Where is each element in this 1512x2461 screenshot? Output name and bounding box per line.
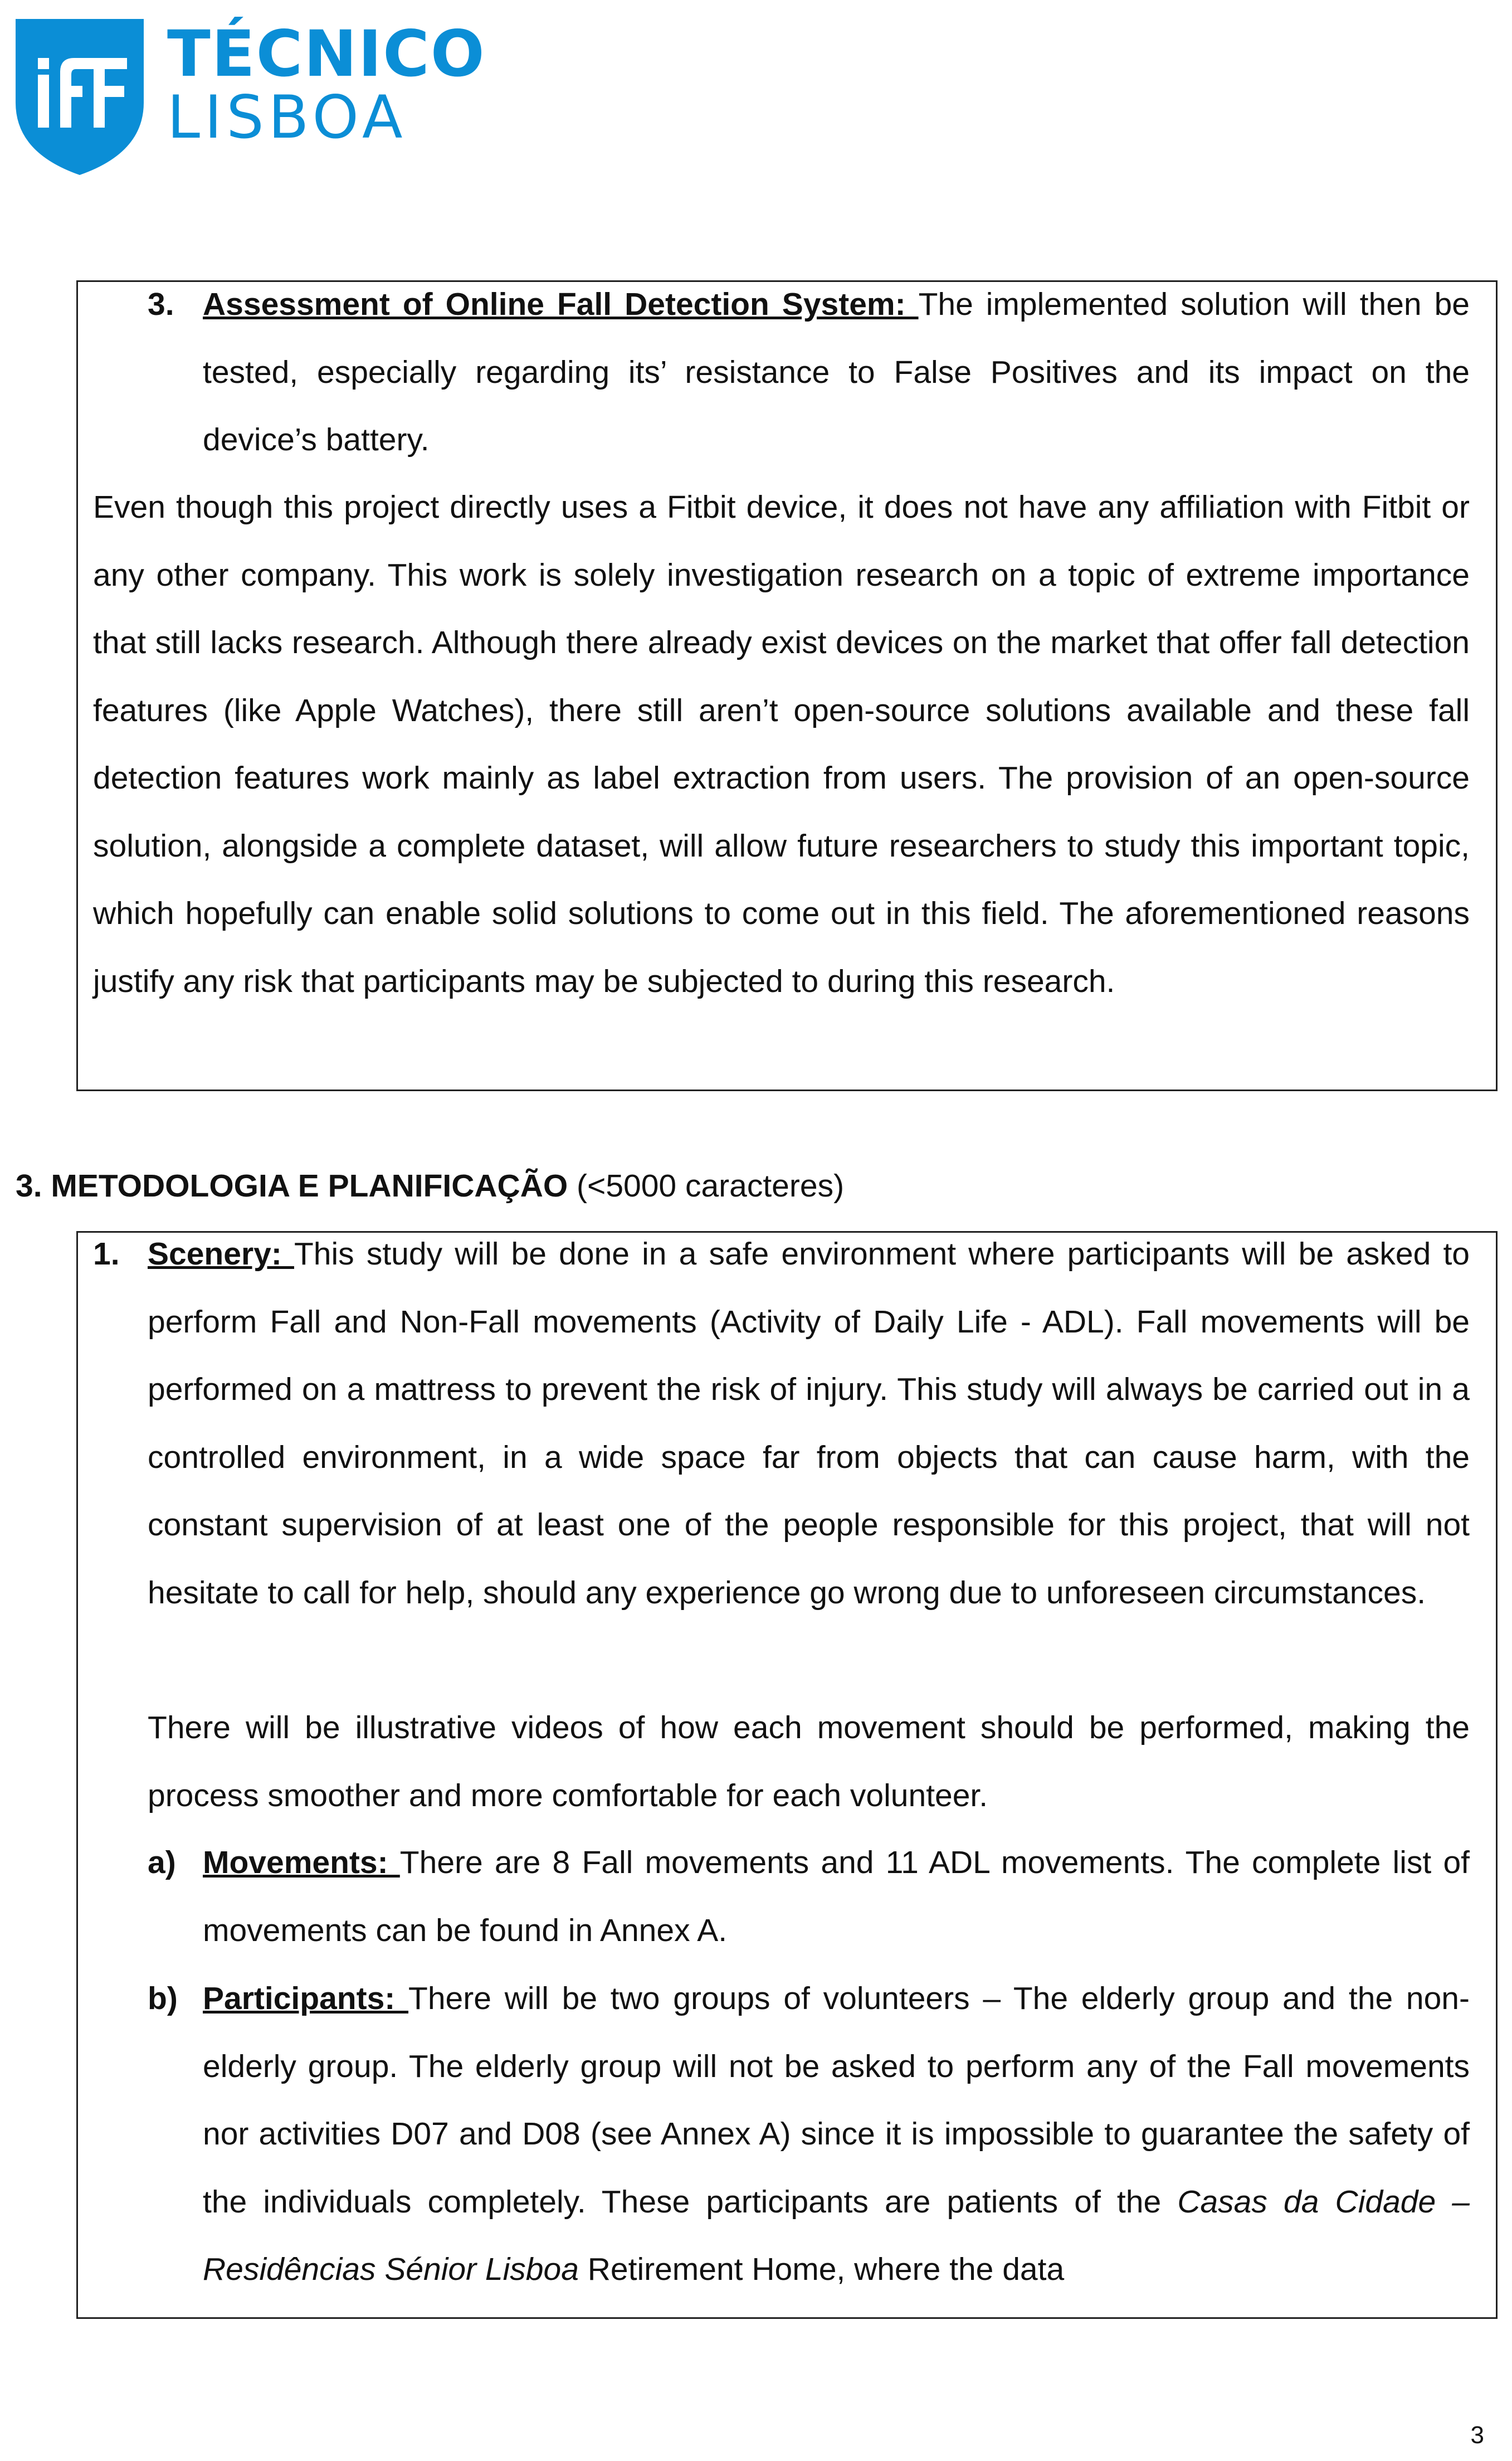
sub-b-text-2: Retirement Home, where the data xyxy=(578,2251,1065,2287)
section-heading-title: 3. METODOLOGIA E PLANIFICAÇÃO xyxy=(16,1168,568,1204)
item-1-extra-paragraph: There will be illustrative videos of how each movement should be performed, making the process smoother and more comfortable for each volunteer. xyxy=(148,1710,1470,1813)
sub-a-title: Movements: xyxy=(203,1845,400,1880)
sub-a-label: a) xyxy=(148,1845,176,1880)
item-3-title: Assessment of Online Fall Detection System: xyxy=(203,286,919,322)
affiliation-paragraph: Even though this project directly uses a Fitbit device, it does not have any affiliation with Fitbit or any other company. This work is solely investigation research on a topic of extreme importance that still lacks research. Although there already exist devices on the market that offer fall detection features (like Apple Watches), there still aren’t open-source solutions available and these fall detection features work mainly as label extraction from users. The provision of an open-source solution, alongside a complete dataset, will allow future researchers to study this important topic, which hopefully can enable solid solutions to come out in this field. The aforementioned reasons justify any risk that participants may be subjected to during this research. xyxy=(93,489,1470,999)
sub-a-paragraph xyxy=(203,1829,1470,1964)
sub-b-paragraph xyxy=(203,1965,1470,2304)
item-3-text: The implemented solution will then be tested, especially regarding its’ resistance to False Positives and its impact on the device’s battery. xyxy=(203,286,1470,458)
ist-logo-wordmark xyxy=(167,17,486,152)
item-1-text: This study will be done in a safe environment where participants will be asked to perform Fall and Non-Fall movements (Activity of Daily Life - ADL). Fall movements will be performed on a mattress to prevent the risk of injury. This study will always be carried out in a controlled environment, in a wide space far from objects that can cause harm, with the constant supervision of at least one of the people responsible for this project, that will not hesitate to call for help, should any experience go wrong due to unforeseen circumstances. xyxy=(148,1236,1470,1611)
sub-a-text: There are 8 Fall movements and 11 ADL movements. The complete list of movements can be found in Annex A. xyxy=(203,1845,1470,1948)
logo-line-tecnico: TÉCNICO xyxy=(167,17,486,91)
sub-b-text-1: There will be two groups of volunteers – The elderly group and the non-elderly group. The elderly group will not be asked to perform any of the Fall movements nor activities D07 and D08 (see Annex A) since it is impossible to guarantee the safety of the individuals completely. These participants are patients of the xyxy=(203,1981,1470,2220)
item-1-number: 1. xyxy=(93,1236,120,1272)
section-heading-note: (<5000 caracteres) xyxy=(568,1168,845,1204)
item-3-paragraph xyxy=(203,271,1470,474)
item-1-paragraph xyxy=(148,1220,1470,1627)
sub-b-title: Participants: xyxy=(203,1981,409,2016)
item-1-title: Scenery: xyxy=(148,1236,294,1272)
section-heading xyxy=(16,1152,844,1220)
logo-line-lisboa: LISBOA xyxy=(167,83,407,152)
ist-logo-shield-icon xyxy=(16,19,144,175)
page-number: 3 xyxy=(1470,2421,1484,2449)
item-3-number: 3. xyxy=(148,286,174,322)
sub-b-italic-name: Casas da Cidade – Residências Sénior Lisboa xyxy=(203,2183,1470,2287)
sub-b-label: b) xyxy=(148,1981,178,2016)
